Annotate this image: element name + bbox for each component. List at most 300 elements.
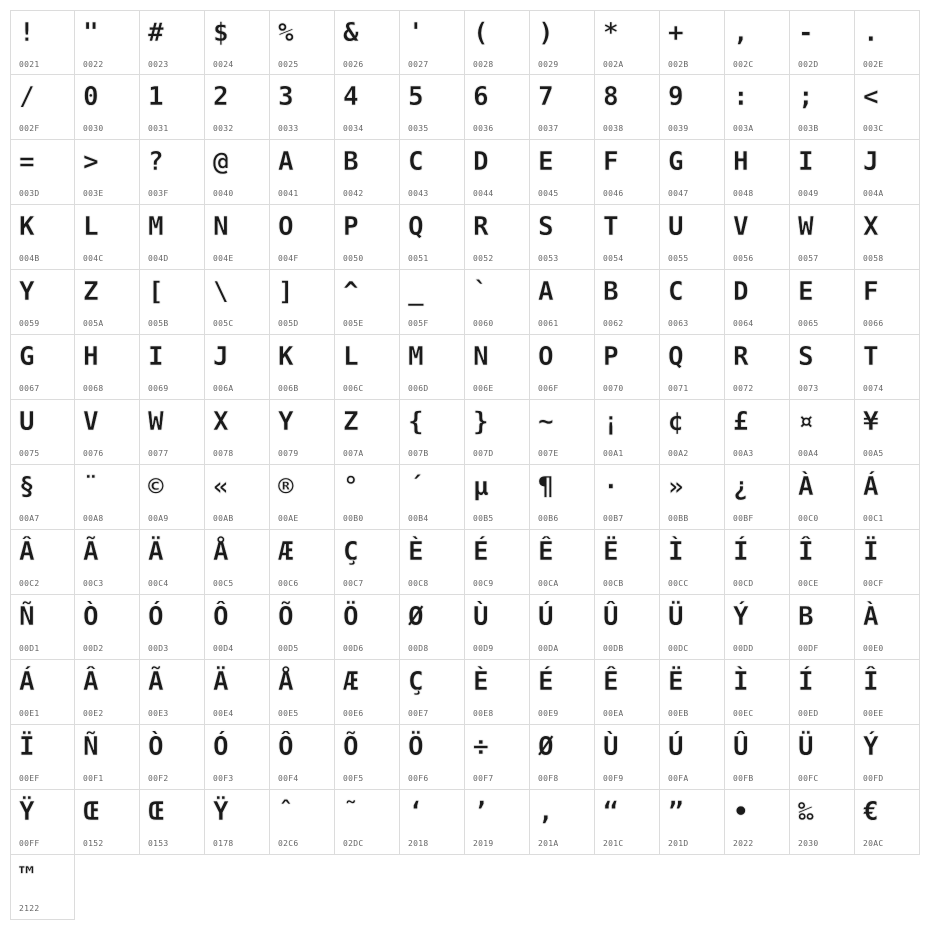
glyph-char: Ý [733, 602, 748, 632]
glyph-char: ˆ [278, 797, 293, 827]
glyph-code: 002A [603, 60, 624, 69]
glyph-cell [660, 140, 725, 205]
glyph-code: 00D8 [408, 644, 429, 653]
glyph-code: 0066 [863, 319, 884, 328]
glyph-char: ´ [408, 472, 423, 502]
glyph-code: 0054 [603, 254, 624, 263]
glyph-char: Ø [538, 732, 553, 762]
glyph-code: 00B6 [538, 514, 559, 523]
glyph-cell [530, 725, 595, 790]
glyph-char: Ô [213, 602, 228, 632]
glyph-cell [855, 660, 920, 725]
glyph-code: 00B7 [603, 514, 624, 523]
glyph-char: P [343, 212, 358, 242]
glyph-code: 007E [538, 449, 559, 458]
glyph-cell [595, 140, 660, 205]
glyph-cell [10, 465, 75, 530]
glyph-cell [205, 595, 270, 660]
glyph-code: 2030 [798, 839, 819, 848]
glyph-code: 0060 [473, 319, 494, 328]
glyph-cell [140, 595, 205, 660]
glyph-cell [75, 10, 140, 75]
glyph-cell [270, 10, 335, 75]
glyph-char: Ù [603, 732, 618, 762]
glyph-char: É [473, 537, 488, 567]
glyph-cell [725, 595, 790, 660]
glyph-code: 20AC [863, 839, 884, 848]
glyph-char: O [538, 342, 553, 372]
glyph-char: ’ [473, 797, 488, 827]
glyph-cell [595, 10, 660, 75]
glyph-char: Z [83, 277, 98, 307]
glyph-char: Ó [213, 732, 228, 762]
glyph-code: 002B [668, 60, 689, 69]
glyph-cell [465, 595, 530, 660]
glyph-code: 00A2 [668, 449, 689, 458]
glyph-char: Å [213, 537, 228, 567]
glyph-code: 002C [733, 60, 754, 69]
glyph-cell [725, 10, 790, 75]
glyph-char: Œ [148, 797, 163, 827]
glyph-cell [855, 335, 920, 400]
glyph-char: { [408, 407, 423, 437]
glyph-code: 0028 [473, 60, 494, 69]
glyph-char: ¥ [863, 407, 878, 437]
glyph-code: 0059 [19, 319, 40, 328]
glyph-char: N [473, 342, 488, 372]
glyph-cell [75, 400, 140, 465]
glyph-char: Õ [343, 732, 358, 762]
glyph-char: É [538, 667, 553, 697]
glyph-code: 00ED [798, 709, 819, 718]
glyph-cell [855, 270, 920, 335]
glyph-cell [10, 400, 75, 465]
glyph-cell [335, 270, 400, 335]
glyph-char: Ú [538, 602, 553, 632]
glyph-char: < [863, 82, 878, 112]
glyph-cell [465, 335, 530, 400]
glyph-cell [400, 335, 465, 400]
glyph-char: Û [603, 602, 618, 632]
glyph-cell [725, 660, 790, 725]
glyph-code: 00A4 [798, 449, 819, 458]
glyph-char: 4 [343, 82, 358, 112]
glyph-cell [140, 790, 205, 855]
glyph-code: 0045 [538, 189, 559, 198]
glyph-cell [790, 465, 855, 530]
glyph-char: ‚ [538, 797, 553, 827]
glyph-char: ° [343, 472, 358, 502]
glyph-cell [855, 140, 920, 205]
glyph-code: 004E [213, 254, 234, 263]
glyph-char: . [863, 18, 878, 48]
glyph-char: µ [473, 472, 488, 502]
glyph-char: S [798, 342, 813, 372]
glyph-code: 0022 [83, 60, 104, 69]
glyph-cell [75, 75, 140, 140]
glyph-char: U [19, 407, 34, 437]
glyph-code: 00E7 [408, 709, 429, 718]
glyph-cell [790, 790, 855, 855]
glyph-char: Â [83, 667, 98, 697]
glyph-char: À [863, 602, 878, 632]
glyph-cell [595, 595, 660, 660]
glyph-cell [335, 10, 400, 75]
glyph-code: 00C3 [83, 579, 104, 588]
glyph-code: 00C9 [473, 579, 494, 588]
glyph-char: D [473, 147, 488, 177]
glyph-code: 00D6 [343, 644, 364, 653]
glyph-code: 007B [408, 449, 429, 458]
glyph-char: · [603, 472, 618, 502]
glyph-cell [855, 530, 920, 595]
glyph-cell [595, 465, 660, 530]
glyph-code: 0057 [798, 254, 819, 263]
glyph-code: 00C1 [863, 514, 884, 523]
glyph-code: 004B [19, 254, 40, 263]
glyph-char: Ü [668, 602, 683, 632]
glyph-char: H [733, 147, 748, 177]
glyph-char: B [343, 147, 358, 177]
glyph-code: 00DD [733, 644, 754, 653]
glyph-cell [595, 660, 660, 725]
glyph-code: 0039 [668, 124, 689, 133]
glyph-char: C [408, 147, 423, 177]
glyph-code: 0055 [668, 254, 689, 263]
glyph-char: Ä [213, 667, 228, 697]
glyph-code: 00DC [668, 644, 689, 653]
glyph-code: 0070 [603, 384, 624, 393]
glyph-code: 0178 [213, 839, 234, 848]
glyph-code: 00CF [863, 579, 884, 588]
glyph-code: 00CC [668, 579, 689, 588]
glyph-cell [660, 335, 725, 400]
glyph-char: 8 [603, 82, 618, 112]
glyph-char: Q [668, 342, 683, 372]
glyph-char: % [278, 18, 293, 48]
glyph-code: 00CD [733, 579, 754, 588]
glyph-char: À [798, 472, 813, 502]
glyph-cell [725, 335, 790, 400]
glyph-char: A [538, 277, 553, 307]
glyph-cell [790, 530, 855, 595]
glyph-char: § [19, 472, 34, 502]
glyph-char: = [19, 147, 34, 177]
glyph-char: H [83, 342, 98, 372]
glyph-char: 6 [473, 82, 488, 112]
glyph-cell [75, 205, 140, 270]
glyph-code: 0079 [278, 449, 299, 458]
glyph-cell [725, 725, 790, 790]
glyph-code: 0077 [148, 449, 169, 458]
glyph-cell [660, 595, 725, 660]
glyph-cell [465, 75, 530, 140]
glyph-code: 201D [668, 839, 689, 848]
glyph-cell [530, 790, 595, 855]
glyph-cell [400, 595, 465, 660]
glyph-char: ! [19, 18, 34, 48]
glyph-code: 004C [83, 254, 104, 263]
glyph-code: 00C2 [19, 579, 40, 588]
glyph-cell [595, 205, 660, 270]
glyph-char: Ó [148, 602, 163, 632]
glyph-code: 00A8 [83, 514, 104, 523]
glyph-code: 00A3 [733, 449, 754, 458]
glyph-char: Œ [83, 797, 98, 827]
glyph-code: 00A7 [19, 514, 40, 523]
glyph-cell [140, 75, 205, 140]
glyph-cell [400, 400, 465, 465]
glyph-cell [660, 270, 725, 335]
glyph-char: & [343, 18, 358, 48]
glyph-cell [400, 530, 465, 595]
glyph-code: 004A [863, 189, 884, 198]
glyph-char: Ñ [83, 732, 98, 762]
glyph-cell [10, 10, 75, 75]
glyph-code: 00DF [798, 644, 819, 653]
glyph-code: 00B5 [473, 514, 494, 523]
glyph-cell [595, 725, 660, 790]
glyph-code: 02C6 [278, 839, 299, 848]
glyph-cell [465, 270, 530, 335]
glyph-cell [790, 270, 855, 335]
glyph-code: 0030 [83, 124, 104, 133]
glyph-cell [465, 790, 530, 855]
glyph-cell [855, 10, 920, 75]
glyph-cell [140, 465, 205, 530]
glyph-cell [140, 660, 205, 725]
glyph-code: 00D2 [83, 644, 104, 653]
glyph-code: 0047 [668, 189, 689, 198]
glyph-char: E [798, 277, 813, 307]
glyph-char: Ç [408, 667, 423, 697]
glyph-char: Y [19, 277, 34, 307]
glyph-cell [595, 270, 660, 335]
glyph-cell [205, 335, 270, 400]
glyph-code: 00B0 [343, 514, 364, 523]
glyph-char: J [863, 147, 878, 177]
glyph-char: ¡ [603, 407, 618, 437]
glyph-cell [790, 660, 855, 725]
glyph-char: « [213, 472, 228, 502]
glyph-cell [140, 335, 205, 400]
glyph-cell [530, 10, 595, 75]
glyph-cell [400, 10, 465, 75]
glyph-cell [75, 140, 140, 205]
glyph-cell [530, 270, 595, 335]
glyph-code: 0152 [83, 839, 104, 848]
glyph-char: ÷ [473, 732, 488, 762]
glyph-cell [10, 270, 75, 335]
glyph-char: ( [473, 18, 488, 48]
glyph-char: Ä [148, 537, 163, 567]
glyph-cell [335, 205, 400, 270]
glyph-code: 00C8 [408, 579, 429, 588]
glyph-char: J [213, 342, 228, 372]
glyph-code: 0071 [668, 384, 689, 393]
glyph-code: 0052 [473, 254, 494, 263]
glyph-code: 00C0 [798, 514, 819, 523]
glyph-cell [400, 465, 465, 530]
glyph-cell [335, 140, 400, 205]
glyph-cell [205, 140, 270, 205]
glyph-code: 005B [148, 319, 169, 328]
glyph-code: 0068 [83, 384, 104, 393]
glyph-code: 00F9 [603, 774, 624, 783]
glyph-code: 00BB [668, 514, 689, 523]
glyph-char: ® [278, 472, 293, 502]
glyph-cell [335, 335, 400, 400]
glyph-cell [855, 465, 920, 530]
glyph-cell [855, 75, 920, 140]
glyph-code: 2018 [408, 839, 429, 848]
glyph-code: 00FA [668, 774, 689, 783]
glyph-cell [335, 725, 400, 790]
glyph-char: > [83, 147, 98, 177]
glyph-cell [10, 530, 75, 595]
glyph-cell [725, 140, 790, 205]
glyph-char: Í [733, 537, 748, 567]
glyph-char: Á [863, 472, 878, 502]
glyph-cell [335, 660, 400, 725]
glyph-char: \ [213, 277, 228, 307]
glyph-cell [595, 530, 660, 595]
glyph-char: ' [408, 18, 423, 48]
glyph-char: U [668, 212, 683, 242]
glyph-char: Â [19, 537, 34, 567]
glyph-char: € [863, 797, 878, 827]
glyph-cell [660, 790, 725, 855]
glyph-code: 00D4 [213, 644, 234, 653]
glyph-cell [10, 335, 75, 400]
glyph-cell [660, 75, 725, 140]
glyph-code: 00CE [798, 579, 819, 588]
glyph-cell [270, 530, 335, 595]
glyph-char: ˜ [343, 797, 358, 827]
glyph-code: 0024 [213, 60, 234, 69]
glyph-code: 0063 [668, 319, 689, 328]
glyph-char: X [213, 407, 228, 437]
glyph-code: 00E0 [863, 644, 884, 653]
glyph-code: 00E9 [538, 709, 559, 718]
glyph-char: ” [668, 797, 683, 827]
glyph-char: Ã [83, 537, 98, 567]
glyph-cell [205, 205, 270, 270]
glyph-cell [270, 725, 335, 790]
glyph-code: 201C [603, 839, 624, 848]
glyph-code: 00E2 [83, 709, 104, 718]
glyph-cell [75, 530, 140, 595]
glyph-cell [270, 205, 335, 270]
glyph-cell [465, 725, 530, 790]
glyph-cell [595, 400, 660, 465]
glyph-char: “ [603, 797, 618, 827]
glyph-cell [725, 530, 790, 595]
glyph-char: G [19, 342, 34, 372]
glyph-char: X [863, 212, 878, 242]
glyph-char: [ [148, 277, 163, 307]
glyph-code: 00D1 [19, 644, 40, 653]
glyph-code: 2022 [733, 839, 754, 848]
glyph-char: Á [19, 667, 34, 697]
glyph-char: ¢ [668, 407, 683, 437]
glyph-code: 005D [278, 319, 299, 328]
glyph-code: 0036 [473, 124, 494, 133]
glyph-char: 5 [408, 82, 423, 112]
glyph-char: I [798, 147, 813, 177]
glyph-cell [140, 270, 205, 335]
glyph-cell [205, 530, 270, 595]
glyph-code: 0153 [148, 839, 169, 848]
glyph-cell [10, 140, 75, 205]
glyph-code: 00E3 [148, 709, 169, 718]
glyph-cell [205, 660, 270, 725]
glyph-cell [595, 790, 660, 855]
glyph-cell [595, 335, 660, 400]
glyph-char: F [603, 147, 618, 177]
glyph-cell [855, 400, 920, 465]
glyph-char: I [148, 342, 163, 372]
glyph-code: 007A [343, 449, 364, 458]
glyph-cell [400, 270, 465, 335]
glyph-char: L [83, 212, 98, 242]
glyph-char: Ë [668, 667, 683, 697]
glyph-code: 00FF [19, 839, 40, 848]
glyph-cell [725, 205, 790, 270]
glyph-code: 0069 [148, 384, 169, 393]
glyph-char: È [408, 537, 423, 567]
glyph-cell [530, 595, 595, 660]
glyph-code: 00F6 [408, 774, 429, 783]
glyph-code: 0038 [603, 124, 624, 133]
glyph-code: 00C5 [213, 579, 234, 588]
glyph-code: 02DC [343, 839, 364, 848]
glyph-char: Í [798, 667, 813, 697]
glyph-char: Ê [538, 537, 553, 567]
glyph-code: 0061 [538, 319, 559, 328]
glyph-code: 00EE [863, 709, 884, 718]
glyph-char: Ÿ [19, 797, 34, 827]
glyph-code: 0043 [408, 189, 429, 198]
glyph-char: 7 [538, 82, 553, 112]
glyph-cell [75, 660, 140, 725]
glyph-char: Ê [603, 667, 618, 697]
glyph-code: 00F2 [148, 774, 169, 783]
glyph-char: ™ [19, 862, 34, 892]
glyph-code: 0032 [213, 124, 234, 133]
glyph-code: 00BF [733, 514, 754, 523]
glyph-cell [790, 75, 855, 140]
glyph-char: - [798, 18, 813, 48]
glyph-char: * [603, 18, 618, 48]
glyph-char: Ò [83, 602, 98, 632]
glyph-char: ¨ [83, 472, 98, 502]
glyph-char: / [19, 82, 34, 112]
glyph-code: 00E4 [213, 709, 234, 718]
glyph-char: ¶ [538, 472, 553, 502]
glyph-char: Î [798, 537, 813, 567]
glyph-char: » [668, 472, 683, 502]
glyph-cell [725, 790, 790, 855]
glyph-char: 1 [148, 82, 163, 112]
glyph-code: 002D [798, 60, 819, 69]
glyph-char: © [148, 472, 163, 502]
glyph-cell [140, 205, 205, 270]
glyph-code: 005E [343, 319, 364, 328]
glyph-cell [465, 400, 530, 465]
glyph-cell [790, 595, 855, 660]
glyph-char: O [278, 212, 293, 242]
